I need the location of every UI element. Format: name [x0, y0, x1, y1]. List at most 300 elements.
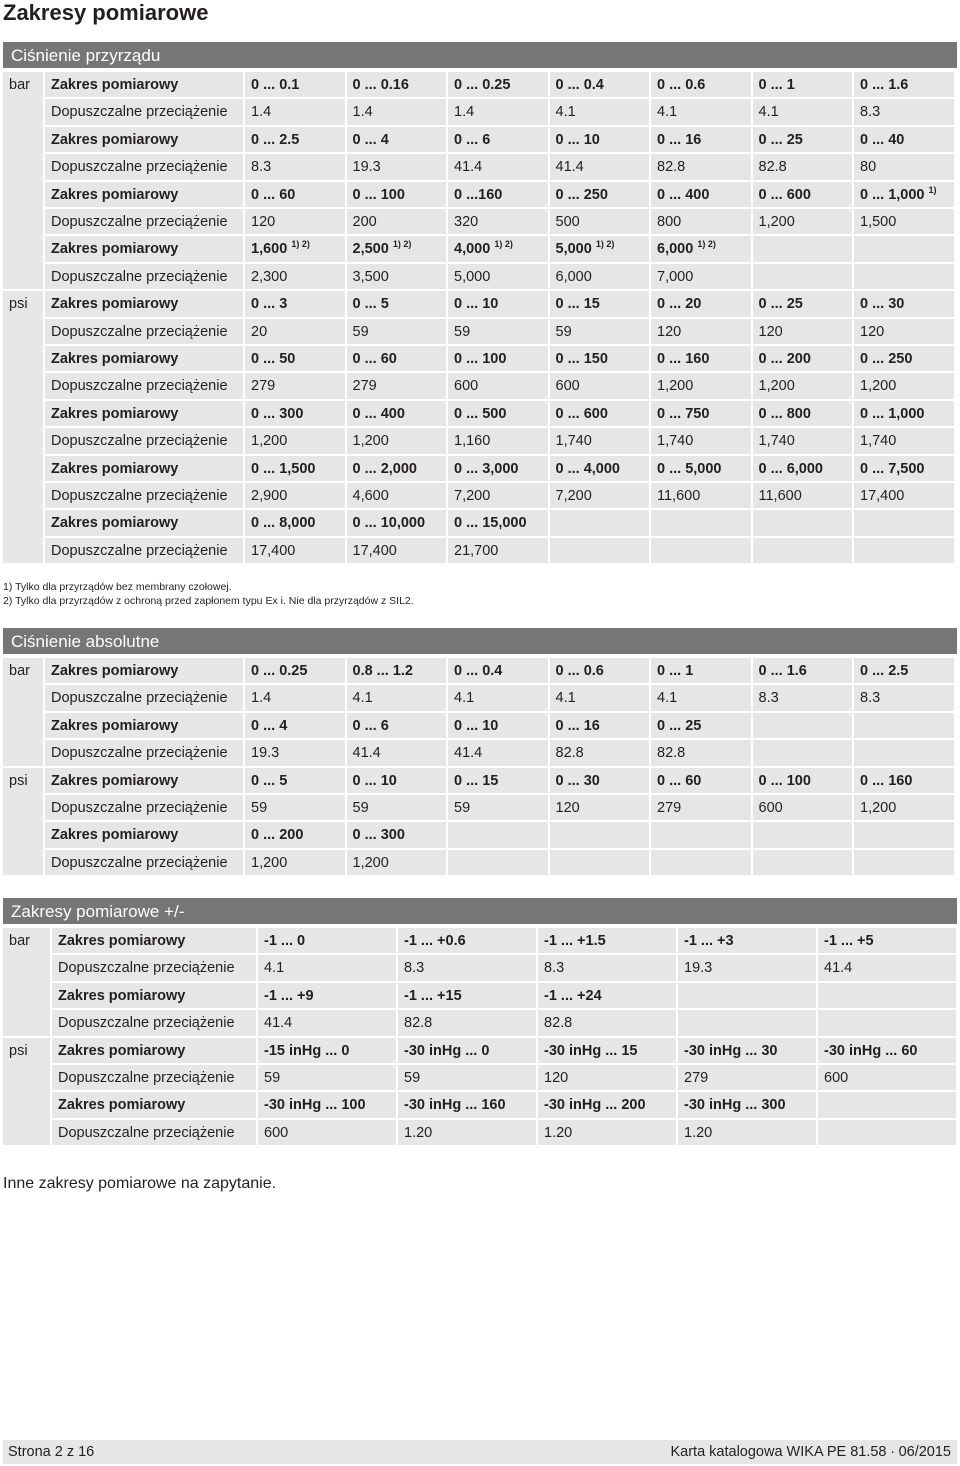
value-cell	[347, 154, 447, 179]
value-cell	[854, 795, 954, 820]
value-cell	[245, 401, 345, 426]
value-cell	[651, 795, 751, 820]
value-cell	[245, 685, 345, 710]
cell-value: 0 ... 6	[352, 717, 389, 734]
value-cell	[854, 319, 954, 344]
cell-value: 21,700	[454, 542, 499, 559]
value-cell	[854, 428, 954, 453]
range-label: Zakres pomiarowy	[52, 1092, 256, 1117]
table-row	[45, 72, 954, 99]
value-cell	[651, 713, 751, 738]
page-title: Zakresy pomiarowe	[3, 0, 209, 25]
footnote-ref: 1)	[928, 184, 937, 195]
value-cell	[448, 291, 548, 316]
value-cell	[854, 154, 954, 179]
value-cell	[448, 209, 548, 234]
cell-value: 0 ... 0.25	[251, 663, 308, 679]
value-cell	[753, 428, 853, 453]
cell-value: 1,200	[860, 799, 897, 816]
value-cell	[550, 658, 650, 683]
section-compound-ranges	[3, 898, 957, 1147]
cell-value: 0 ... 0.1	[251, 77, 300, 93]
value-cell	[258, 1038, 396, 1063]
cell-value: 0 ... 300	[251, 405, 304, 422]
value-cell	[347, 740, 447, 765]
cell-value: -30 inHg ... 100	[264, 1097, 366, 1114]
range-label: Zakres pomiarowy	[52, 928, 256, 953]
overload-label: Dopuszczalne przeciążenie	[52, 1120, 256, 1145]
value-cell	[854, 768, 954, 793]
cell-value: 20	[251, 323, 268, 340]
cell-value: -1 ... +5	[824, 933, 874, 949]
cell-value: 0 ... 5	[251, 772, 288, 789]
cell-value: 0 ... 100	[454, 350, 507, 367]
value-cell	[550, 428, 650, 453]
cell-value: 1,740	[555, 433, 592, 450]
value-cell	[753, 319, 853, 344]
cell-value: -15 inHg ... 0	[264, 1042, 350, 1059]
value-cell	[538, 928, 676, 953]
value-cell	[854, 822, 954, 847]
value-cell	[448, 428, 548, 453]
value-cell	[651, 182, 751, 207]
table-row	[52, 1120, 956, 1147]
unit-group-psi	[3, 291, 957, 565]
cell-value: 0 ... 16	[555, 717, 600, 734]
value-cell	[854, 72, 954, 97]
value-cell	[818, 1120, 956, 1145]
cell-value: 19.3	[684, 960, 713, 977]
value-cell	[448, 685, 548, 710]
value-cell	[448, 850, 548, 875]
value-cell	[818, 955, 956, 980]
value-cell	[245, 795, 345, 820]
range-label: Zakres pomiarowy	[45, 72, 243, 97]
value-cell	[550, 264, 650, 289]
unit-group-psi	[3, 1038, 957, 1148]
value-cell	[651, 510, 751, 535]
value-cell	[753, 768, 853, 793]
value-cell	[753, 658, 853, 683]
value-cell	[753, 685, 853, 710]
value-cell	[347, 127, 447, 152]
value-cell	[347, 291, 447, 316]
value-cell	[753, 154, 853, 179]
cell-value: 41.4	[454, 159, 483, 176]
cell-value: 8.3	[860, 104, 881, 121]
value-cell	[651, 346, 751, 371]
cell-value: -30 inHg ... 30	[684, 1042, 778, 1059]
cell-value: 0 ... 10	[454, 717, 499, 734]
cell-value: 0 ... 400	[657, 186, 710, 203]
unit-group-bar	[3, 658, 957, 768]
value-cell	[245, 319, 345, 344]
value-cell	[651, 768, 751, 793]
cell-value: 11,600	[657, 487, 701, 504]
cell-value: 4.1	[454, 690, 475, 707]
value-cell	[753, 456, 853, 481]
cell-value: 17,400	[251, 542, 296, 559]
cell-value: 4.1	[657, 104, 678, 121]
cell-value: -30 inHg ... 200	[544, 1097, 646, 1114]
cell-value: 279	[657, 799, 682, 816]
cell-value: -1 ... 0	[264, 933, 306, 949]
table-row	[45, 658, 954, 685]
value-cell	[651, 740, 751, 765]
value-cell	[753, 127, 853, 152]
cell-value: 1,200	[860, 378, 897, 395]
cell-value: 0 ... 30	[555, 772, 600, 789]
cell-value: 0 ... 200	[251, 827, 304, 844]
value-cell	[550, 319, 650, 344]
value-cell	[550, 795, 650, 820]
value-cell	[245, 740, 345, 765]
table-row	[45, 236, 954, 263]
table-row	[45, 127, 954, 154]
value-cell	[854, 182, 954, 207]
value-cell	[245, 850, 345, 875]
page-footer	[3, 1440, 957, 1464]
footnote-2: 2) Tylko dla przyrządów z ochroną przed zapłonem typu Ex i. Nie dla przyrządów z SIL2.	[3, 595, 414, 607]
cell-value: 82.8	[404, 1015, 433, 1032]
cell-value: 0 ... 160	[657, 350, 710, 367]
cell-value: 1,200	[657, 378, 694, 395]
table-row	[45, 99, 954, 126]
cell-value: 0 ... 5,000	[657, 460, 722, 477]
value-cell	[753, 373, 853, 398]
cell-value: 0 ... 15,000	[454, 515, 527, 532]
cell-value: 0 ... 250	[860, 350, 913, 367]
value-cell	[448, 510, 548, 535]
cell-value: -1 ... +3	[684, 933, 734, 949]
cell-value: 0 ... 60	[251, 186, 296, 203]
value-cell	[753, 72, 853, 97]
cell-value: 0 ... 16	[657, 131, 702, 148]
table-row	[45, 795, 954, 822]
value-cell	[753, 99, 853, 124]
value-cell	[245, 713, 345, 738]
value-cell	[854, 373, 954, 398]
cell-value: 600	[555, 378, 580, 395]
table-row	[52, 1092, 956, 1119]
cell-value: 0 ... 800	[758, 405, 811, 422]
value-cell	[854, 658, 954, 683]
cell-value: 59	[555, 323, 572, 340]
value-cell	[651, 850, 751, 875]
value-cell	[398, 1010, 536, 1035]
value-cell	[398, 955, 536, 980]
cell-value: 11,600	[758, 487, 802, 504]
value-cell	[347, 822, 447, 847]
value-cell	[651, 319, 751, 344]
value-cell	[753, 822, 853, 847]
value-cell	[258, 1010, 396, 1035]
value-cell	[448, 182, 548, 207]
cell-value: 59	[404, 1069, 421, 1086]
cell-value: 0 ... 10	[454, 296, 499, 313]
cell-value: 5,000	[555, 241, 592, 258]
overload-label: Dopuszczalne przeciążenie	[45, 483, 243, 508]
cell-value: 0 ... 0.25	[454, 77, 511, 93]
cell-value: 120	[860, 323, 885, 340]
value-cell	[651, 822, 751, 847]
unit-group-bar	[3, 928, 957, 1038]
cell-value: 59	[352, 799, 369, 816]
footnote-ref: 1) 2)	[291, 239, 310, 250]
range-label: Zakres pomiarowy	[45, 713, 243, 738]
range-label: Zakres pomiarowy	[45, 401, 243, 426]
value-cell	[448, 72, 548, 97]
table-row	[45, 768, 954, 795]
cell-value: 1.4	[251, 690, 272, 707]
cell-value: 0 ... 1,500	[251, 460, 316, 477]
value-cell	[245, 154, 345, 179]
value-cell	[753, 209, 853, 234]
cell-value: 120	[758, 323, 783, 340]
value-cell	[678, 1038, 816, 1063]
value-cell	[347, 319, 447, 344]
table-row	[45, 401, 954, 428]
cell-value: 1,200	[251, 433, 288, 450]
cell-value: 82.8	[555, 745, 584, 762]
unit-label: bar	[3, 658, 43, 766]
table-row	[45, 319, 954, 346]
section-header: Zakresy pomiarowe +/-	[3, 898, 957, 924]
table-row	[45, 373, 954, 400]
cell-value: 0 ...160	[454, 186, 503, 203]
cell-value: 41.4	[352, 745, 381, 762]
table-row	[45, 291, 954, 318]
value-cell	[550, 127, 650, 152]
value-cell	[245, 768, 345, 793]
range-label: Zakres pomiarowy	[45, 346, 243, 371]
cell-value: 0 ... 60	[352, 350, 397, 367]
value-cell	[347, 658, 447, 683]
table-row	[45, 510, 954, 537]
value-cell	[818, 1065, 956, 1090]
value-cell	[550, 713, 650, 738]
overload-label: Dopuszczalne przeciążenie	[45, 373, 243, 398]
overload-label: Dopuszczalne przeciążenie	[45, 795, 243, 820]
value-cell	[651, 685, 751, 710]
cell-value: 0 ... 3,000	[454, 460, 519, 477]
value-cell	[753, 850, 853, 875]
value-cell	[245, 127, 345, 152]
value-cell	[550, 401, 650, 426]
value-cell	[538, 983, 676, 1008]
cell-value: 59	[264, 1069, 281, 1086]
value-cell	[651, 209, 751, 234]
cell-value: -30 inHg ... 60	[824, 1042, 918, 1059]
cell-value: 4.1	[264, 960, 285, 977]
value-cell	[448, 795, 548, 820]
value-cell	[818, 1010, 956, 1035]
range-label: Zakres pomiarowy	[52, 983, 256, 1008]
value-cell	[753, 236, 853, 261]
table-row	[45, 182, 954, 209]
cell-value: 1.20	[544, 1124, 573, 1141]
cell-value: 2,300	[251, 268, 288, 285]
cell-value: 120	[657, 323, 682, 340]
value-cell	[347, 850, 447, 875]
value-cell	[854, 740, 954, 765]
cell-value: -30 inHg ... 0	[404, 1042, 490, 1059]
value-cell	[258, 1065, 396, 1090]
cell-value: 0 ... 1.6	[860, 77, 909, 93]
value-cell	[753, 346, 853, 371]
value-cell	[538, 1065, 676, 1090]
value-cell	[538, 1010, 676, 1035]
table-row	[52, 983, 956, 1010]
value-cell	[550, 373, 650, 398]
value-cell	[448, 768, 548, 793]
value-cell	[245, 236, 345, 261]
value-cell	[258, 955, 396, 980]
cell-value: 2,900	[251, 487, 288, 504]
cell-value: 0 ... 10	[352, 772, 397, 789]
value-cell	[818, 1038, 956, 1063]
cell-value: 1,200	[352, 854, 389, 871]
footnote-ref: 1) 2)	[494, 239, 513, 250]
value-cell	[550, 822, 650, 847]
value-cell	[245, 510, 345, 535]
value-cell	[448, 264, 548, 289]
range-label: Zakres pomiarowy	[45, 182, 243, 207]
range-label: Zakres pomiarowy	[45, 768, 243, 793]
value-cell	[347, 685, 447, 710]
cell-value: 4.1	[352, 690, 373, 707]
value-cell	[550, 483, 650, 508]
cell-value: 41.4	[555, 159, 584, 176]
table-row	[45, 346, 954, 373]
cell-value: 82.8	[657, 159, 686, 176]
overload-label: Dopuszczalne przeciążenie	[45, 99, 243, 124]
value-cell	[550, 182, 650, 207]
cell-value: 0 ... 1	[657, 663, 694, 679]
cell-value: 0 ... 60	[657, 772, 702, 789]
value-cell	[550, 291, 650, 316]
footnote-ref: 1) 2)	[595, 239, 615, 250]
cell-value: 0 ... 6,000	[758, 460, 823, 477]
cell-value: 0 ... 30	[860, 296, 905, 313]
cell-value: 500	[555, 213, 580, 230]
footnote-1: 1) Tylko dla przyrządów bez membrany czołowej.	[3, 581, 232, 593]
value-cell	[854, 510, 954, 535]
value-cell	[448, 456, 548, 481]
value-cell	[538, 1092, 676, 1117]
cell-value: 59	[454, 799, 471, 816]
value-cell	[347, 483, 447, 508]
cell-value: 0 ... 1,000	[860, 186, 925, 203]
cell-value: 4.1	[657, 690, 678, 707]
value-cell	[651, 456, 751, 481]
value-cell	[550, 538, 650, 563]
cell-value: 5,000	[454, 268, 491, 285]
value-cell	[550, 236, 650, 261]
value-cell	[854, 850, 954, 875]
table-row	[45, 822, 954, 849]
value-cell	[818, 1092, 956, 1117]
cell-value: 0 ... 25	[657, 717, 702, 734]
cell-value: 19.3	[352, 159, 381, 176]
overload-label: Dopuszczalne przeciążenie	[45, 264, 243, 289]
cell-value: 8.3	[758, 690, 779, 707]
cell-value: 1,200	[251, 854, 288, 871]
cell-value: 8.3	[404, 960, 425, 977]
value-cell	[753, 795, 853, 820]
cell-value: 0 ... 7,500	[860, 460, 925, 477]
value-cell	[651, 658, 751, 683]
cell-value: 6,000	[555, 268, 592, 285]
cell-value: 279	[684, 1069, 709, 1086]
overload-label: Dopuszczalne przeciążenie	[45, 538, 243, 563]
value-cell	[818, 983, 956, 1008]
cell-value: 1.20	[404, 1124, 433, 1141]
value-cell	[651, 264, 751, 289]
table-row	[45, 850, 954, 877]
value-cell	[347, 373, 447, 398]
value-cell	[854, 538, 954, 563]
table-row	[52, 955, 956, 982]
note-other-ranges: Inne zakresy pomiarowe na zapytanie.	[3, 1175, 277, 1192]
cell-value: 1,740	[860, 433, 897, 450]
value-cell	[550, 209, 650, 234]
value-cell	[245, 538, 345, 563]
table-row	[45, 740, 954, 767]
value-cell	[448, 740, 548, 765]
overload-label: Dopuszczalne przeciążenie	[45, 740, 243, 765]
cell-value: 41.4	[454, 745, 483, 762]
value-cell	[753, 740, 853, 765]
cell-value: -1 ... +1.5	[544, 933, 606, 949]
value-cell	[753, 483, 853, 508]
value-cell	[245, 658, 345, 683]
table-row	[52, 928, 956, 955]
value-cell	[651, 99, 751, 124]
value-cell	[854, 456, 954, 481]
cell-value: 0 ... 160	[860, 772, 913, 789]
group-rows	[45, 291, 954, 565]
cell-value: 0 ... 4	[352, 131, 389, 148]
table-row	[45, 538, 954, 565]
cell-value: 120	[544, 1069, 569, 1086]
value-cell	[538, 1038, 676, 1063]
value-cell	[258, 983, 396, 1008]
value-cell	[550, 510, 650, 535]
cell-value: 7,200	[555, 487, 592, 504]
cell-value: 200	[352, 213, 377, 230]
cell-value: -30 inHg ... 15	[544, 1042, 638, 1059]
cell-value: 0 ... 0.4	[555, 77, 604, 93]
cell-value: 6,000	[657, 241, 694, 258]
value-cell	[678, 1092, 816, 1117]
value-cell	[448, 154, 548, 179]
unit-group-psi	[3, 768, 957, 878]
table-row	[45, 456, 954, 483]
value-cell	[651, 127, 751, 152]
value-cell	[678, 955, 816, 980]
value-cell	[448, 401, 548, 426]
value-cell	[347, 795, 447, 820]
cell-value: 82.8	[657, 745, 686, 762]
range-label: Zakres pomiarowy	[45, 510, 243, 535]
cell-value: 0 ... 600	[758, 186, 811, 203]
value-cell	[854, 236, 954, 261]
cell-value: 0 ... 2.5	[860, 663, 909, 679]
value-cell	[753, 291, 853, 316]
overload-label: Dopuszczalne przeciążenie	[52, 1065, 256, 1090]
cell-value: 2,500	[352, 241, 389, 258]
